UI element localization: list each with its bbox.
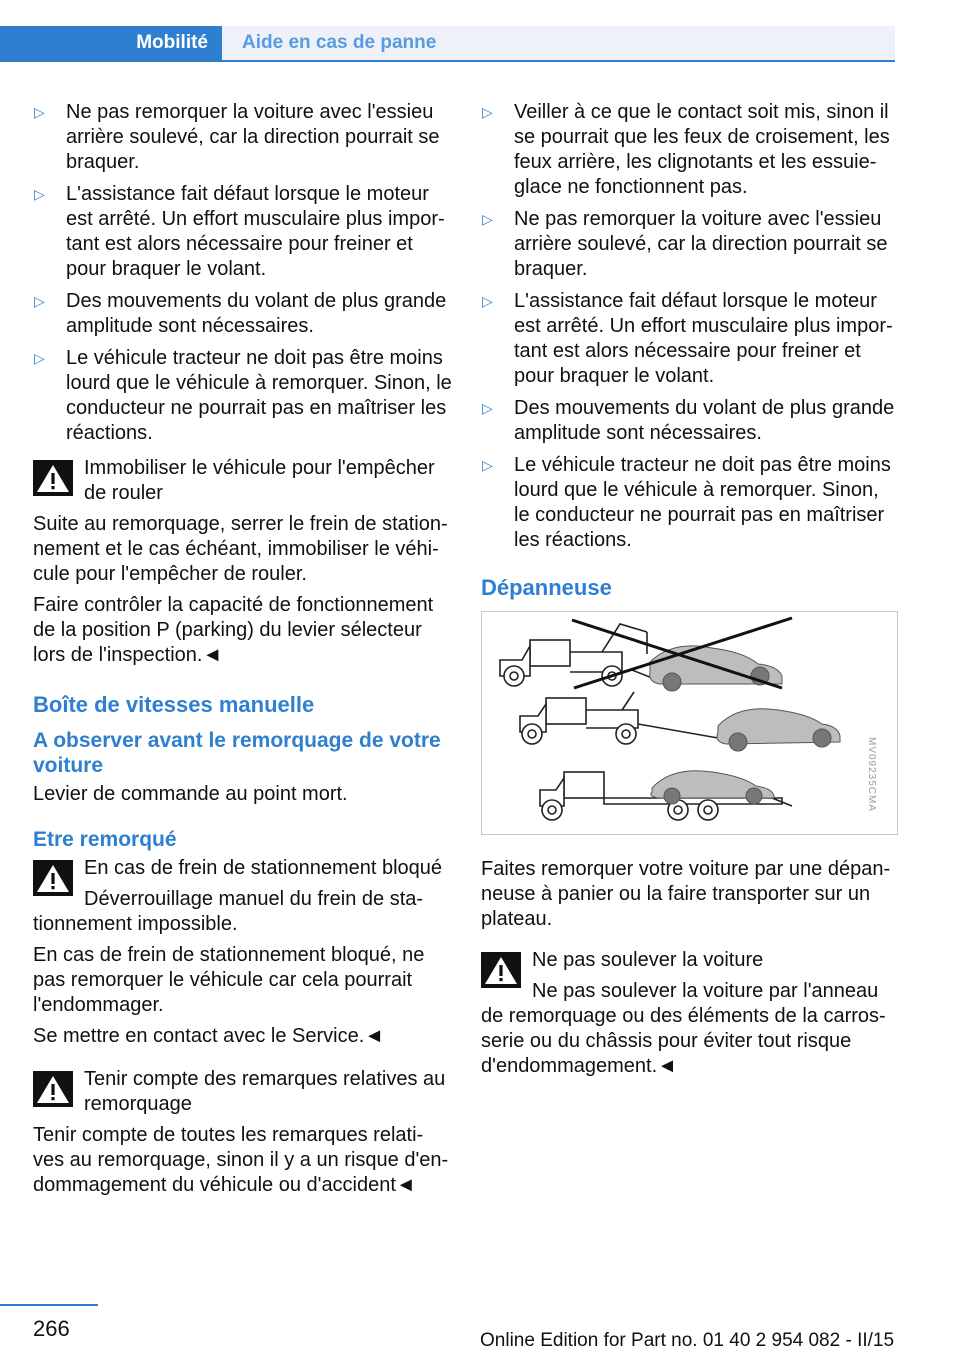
triangle-right-icon: ▷	[34, 104, 45, 120]
triangle-right-icon: ▷	[34, 186, 45, 202]
list-item: ▷ Ne pas remorquer la voiture avec l'essieu arrière soulevé, car la direction pourrait se braquer.	[34, 101, 440, 173]
triangle-right-icon: ▷	[482, 104, 493, 120]
section-tab: Aide en cas de panne	[222, 26, 895, 60]
subheading-before-towing: A observer avant le remorquage de votre voiture	[33, 729, 441, 777]
warning-triangle-icon	[33, 860, 73, 896]
paragraph-lever: Levier de commande au point mort.	[33, 783, 348, 805]
warning-do-not-lift	[481, 948, 899, 1079]
list-item: ▷ L'assistance fait défaut lorsque le moteur est arrêté. Un effort musculaire plus impor-tant est alors nécessaire pour freiner et pour braquer le volant.	[482, 290, 893, 387]
triangle-right-icon: ▷	[482, 457, 493, 473]
list-item: ▷ Ne pas remorquer la voiture avec l'essieu arrière soulevé, car la direction pourrait se braquer.	[482, 208, 888, 280]
paragraph-service: Se mettre en contact avec le Service.◄	[33, 1025, 385, 1047]
paragraph-tow-truck: Faites remorquer votre voiture par une dépan-neuse à panier ou la faire transporter sur un plateau.	[481, 858, 891, 930]
edition-note: Online Edition for Part no. 01 40 2 954 082 - II/15	[480, 1330, 895, 1351]
triangle-right-icon: ▷	[482, 293, 493, 309]
triangle-right-icon: ▷	[482, 211, 493, 227]
car-on-basket	[717, 709, 840, 751]
header-rule	[0, 60, 895, 62]
heading-manual-gearbox: Boîte de vitesses manuelle	[33, 692, 315, 717]
list-item: ▷ Des mouvements du volant de plus grande amplitude sont nécessaires.	[482, 397, 895, 444]
list-item: ▷ Le véhicule tracteur ne doit pas être moins lourd que le véhicule à remorquer. Sinon, le conducteur ne pourrait pas en maîtriser les réactions.	[482, 454, 891, 551]
tow-truck-illustration	[481, 611, 898, 835]
warning-title: Immobiliser le véhicule pour l'empêcher de rouler	[84, 457, 435, 504]
chapter-tab: Mobilité	[0, 26, 222, 60]
list-item: ▷ Le véhicule tracteur ne doit pas être moins lourd que le véhicule à remorquer. Sinon, le conducteur ne pourrait pas en maîtriser les réactions.	[34, 347, 452, 444]
warning-title: Tenir compte des remarques relatives au remorquage	[84, 1068, 446, 1115]
warning-triangle-icon	[33, 460, 73, 496]
paragraph-blocked-brake: En cas de frein de stationnement bloqué, ne pas remorquer le véhicule car cela pourrait l'endommager.	[33, 944, 425, 1016]
warning-title: En cas de frein de stationnement bloqué	[84, 857, 443, 879]
warning-triangle-icon	[481, 952, 521, 988]
warning-body: Tenir compte de toutes les remarques relati-ves au remorquage, sinon il y a un risque d'en-dommagement du véhicule ou d'accident◄	[33, 1124, 449, 1196]
triangle-right-icon: ▷	[482, 400, 493, 416]
triangle-right-icon: ▷	[34, 350, 45, 366]
right-column	[481, 100, 899, 1085]
warning-title: Ne pas soulever la voiture	[532, 949, 764, 971]
page-header	[0, 0, 895, 62]
list-item: ▷ Veiller à ce que le contact soit mis, sinon il se pourrait que les feux de croisement, les feux arrière, les clignotants et les essuie-glace ne fonctionnent pas.	[482, 101, 890, 198]
heading-tow-truck: Dépanneuse	[481, 575, 612, 600]
tow-lift-method	[500, 624, 657, 686]
warning-body: Déverrouillage manuel du frein de sta-tionnement impossible.	[33, 888, 424, 935]
warning-parking-brake	[33, 856, 453, 937]
list-item: ▷ L'assistance fait défaut lorsque le moteur est arrêté. Un effort musculaire plus impor-tant est alors nécessaire pour freiner et pour braquer le volant.	[34, 183, 445, 280]
warning-body: Suite au remorquage, serrer le frein de station-nement et le cas échéant, immobiliser le véhi-cule pour l'empêcher de rouler.	[33, 513, 448, 585]
left-column	[33, 100, 453, 1204]
page-number: 266	[33, 1316, 70, 1341]
tow-truck-diagram	[482, 612, 897, 834]
footer-rule	[0, 1304, 98, 1306]
warning-towing-remarks	[33, 1067, 453, 1198]
warning-body: Ne pas soulever la voiture par l'anneau de remorquage ou des éléments de la carros-serie ou du châssis pour éviter tout risque d'endommagement.◄	[481, 980, 886, 1077]
list-item: ▷ Des mouvements du volant de plus grande amplitude sont nécessaires.	[34, 290, 447, 337]
paragraph-parking: Faire contrôler la capacité de fonctionnement de la position P (parking) du levier sélecteur lors de l'inspection.◄	[33, 594, 434, 666]
triangle-right-icon: ▷	[34, 293, 45, 309]
warning-immobilize	[33, 456, 453, 587]
warning-triangle-icon	[33, 1071, 73, 1107]
subheading-being-towed: Etre remorqué	[33, 828, 177, 851]
figure-code: MV09235CMA	[865, 736, 877, 813]
